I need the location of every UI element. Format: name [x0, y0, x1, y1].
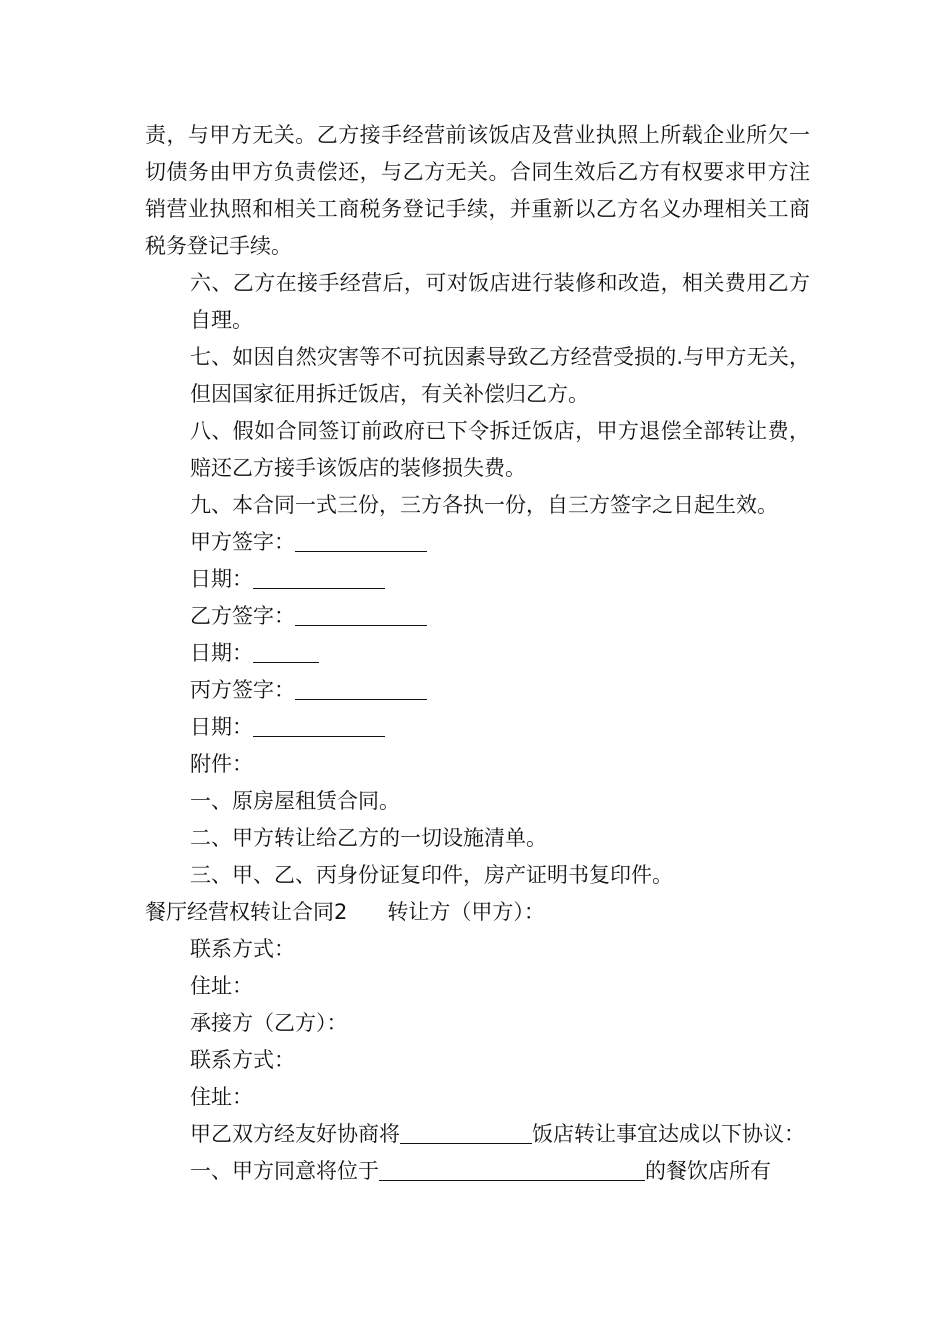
date-party-b	[145, 635, 810, 672]
clause-eight: 八、假如合同签订前政府已下令拆迁饭店，甲方退偿全部转让费，赔还乙方接手该饭店的装修损失费。	[190, 419, 810, 480]
contract2-title: 餐厅经营权转让合同2	[145, 900, 348, 924]
signature-party-a-blank	[295, 529, 427, 552]
date-party-c-label: 日期：	[190, 715, 253, 739]
attachments-heading: 附件：	[190, 752, 253, 776]
signature-party-c-label: 丙方签字：	[190, 678, 295, 702]
signature-party-b	[145, 598, 810, 635]
clause-nine: 九、本合同一式三份，三方各执一份，自三方签字之日起生效。	[190, 493, 778, 517]
clause-one-after: 的餐饮店所有	[645, 1159, 771, 1183]
paragraph-liabilities: 责，与甲方无关。乙方接手经营前该饭店及营业执照上所载企业所欠一切债务由甲方负责偿还，与乙方无关。合同生效后乙方有权要求甲方注销营业执照和相关工商税务登记手续，并重新以乙方名义办理相关工商税务登记手续。	[145, 123, 810, 258]
date-party-a-label: 日期：	[190, 567, 253, 591]
address-b-label: 住址：	[190, 1085, 253, 1109]
transferor-label: 转让方（甲方）：	[387, 900, 545, 924]
agreement-intro-before: 甲乙双方经友好协商将	[190, 1122, 400, 1146]
contact-a-label: 联系方式：	[190, 937, 295, 961]
signature-party-b-blank	[295, 603, 427, 626]
location-blank	[379, 1158, 645, 1181]
date-party-a-blank	[253, 566, 385, 589]
attachment-item: 一、原房屋租赁合同。	[190, 789, 400, 813]
date-party-b-label: 日期：	[190, 641, 253, 665]
signature-party-c-blank	[295, 677, 427, 700]
signature-party-a	[145, 524, 810, 561]
clause-one-before: 一、甲方同意将位于	[190, 1159, 379, 1183]
date-party-c	[145, 709, 810, 746]
document-page	[145, 117, 810, 1190]
clause-seven: 七、如因自然灾害等不可抗因素导致乙方经营受损的.与甲方无关，但因国家征用拆迁饭店，有关补偿归乙方。	[190, 345, 810, 406]
contract2-title-line	[145, 894, 810, 931]
transferee-label: 承接方（乙方）：	[190, 1011, 348, 1035]
address-a-label: 住址：	[190, 974, 253, 998]
contract2-clause-one	[145, 1153, 810, 1190]
agreement-intro-after: 饭店转让事宜达成以下协议：	[532, 1122, 805, 1146]
date-party-a	[145, 561, 810, 598]
signature-party-a-label: 甲方签字：	[190, 530, 295, 554]
signature-party-b-label: 乙方签字：	[190, 604, 295, 628]
attachment-item: 三、甲、乙、丙身份证复印件，房产证明书复印件。	[190, 863, 673, 887]
date-party-c-blank	[253, 714, 385, 737]
clause-six: 六、乙方在接手经营后，可对饭店进行装修和改造，相关费用乙方自理。	[190, 271, 810, 332]
restaurant-name-blank	[400, 1121, 532, 1144]
agreement-intro	[145, 1116, 810, 1153]
attachment-item: 二、甲方转让给乙方的一切设施清单。	[190, 826, 547, 850]
date-party-b-blank	[253, 640, 319, 663]
contact-b-label: 联系方式：	[190, 1048, 295, 1072]
signature-party-c	[145, 672, 810, 709]
